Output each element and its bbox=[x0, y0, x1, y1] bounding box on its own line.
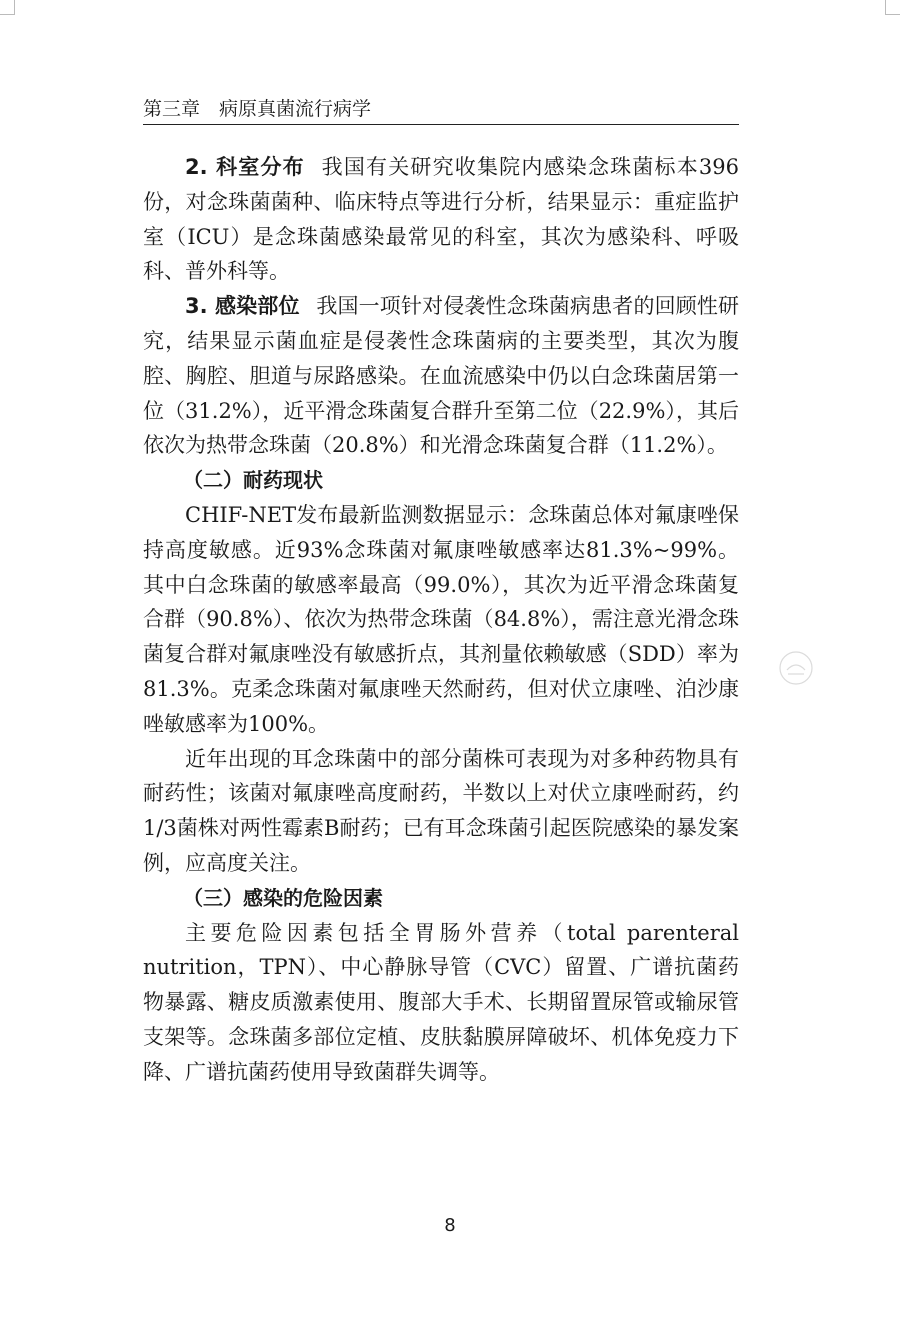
section-lead-department: 2. 科室分布 bbox=[185, 155, 305, 179]
publisher-watermark-icon bbox=[778, 650, 814, 686]
section-heading-risk-factors: （三）感染的危险因素 bbox=[183, 885, 383, 910]
paragraph-department-distribution bbox=[143, 150, 739, 289]
paragraph-resistance-1: CHIF-NET发布最新监测数据显示：念珠菌总体对氟康唑保持高度敏感。近93%念珠菌对氟康唑敏感率达81.3%~99%。其中白念珠菌的敏感率最高（99.0%），其次为近平滑念珠菌复合群（90.8%）、依次为热带念珠菌（84.8%），需注意光滑念珠菌复合群对氟康唑没有敏感折点，其剂量依赖敏感（SDD）率为81.3%。克柔念珠菌对氟康唑天然耐药，但对伏立康唑、泊沙康唑敏感率为100%。 bbox=[143, 502, 739, 736]
paragraph-resistance-2: 近年出现的耳念珠菌中的部分菌株可表现为对多种药物具有耐药性；该菌对氟康唑高度耐药，半数以上对伏立康唑耐药，约1/3菌株对两性霉素B耐药；已有耳念珠菌引起医院感染的暴发案例，应高度关注。 bbox=[143, 746, 739, 875]
chapter-header: 第三章 病原真菌流行病学 bbox=[143, 98, 372, 120]
paragraph-risk-factors: 主要危险因素包括全胃肠外营养（total parenteral nutrition，TPN）、中心静脉导管（CVC）留置、广谱抗菌药物暴露、糖皮质激素使用、腹部大手术、长期留置尿管或输尿管支架等。念珠菌多部位定植、皮肤黏膜屏障破坏、机体免疫力下降、广谱抗菌药使用导致菌群失调等。 bbox=[143, 920, 739, 1084]
crop-mark-top-right bbox=[885, 0, 900, 15]
page-number: 8 bbox=[444, 1215, 456, 1236]
header-divider bbox=[143, 124, 739, 125]
paragraph-text: 我国一项针对侵袭性念珠菌病患者的回顾性研究，结果显示菌血症是侵袭性念珠菌病的主要类型，其次为腹腔、胸腔、胆道与尿路感染。在血流感染中仍以白念珠菌居第一位（31.2%），近平滑念珠菌复合群升至第二位（22.9%），其后依次为热带念珠菌（20.8%）和光滑念珠菌复合群（11.2%）。 bbox=[143, 294, 739, 458]
section-lead-infection-site: 3. 感染部位 bbox=[185, 294, 300, 319]
paragraph-infection-site bbox=[143, 289, 739, 463]
page-body bbox=[143, 150, 739, 1090]
crop-mark-top-left bbox=[0, 0, 15, 15]
section-heading-resistance: （二）耐药现状 bbox=[183, 468, 323, 493]
paragraph-text: 我国有关研究收集院内感染念珠菌标本396份，对念珠菌菌种、临床特点等进行分析，结果显示：重症监护室（ICU）是念珠菌感染最常见的科室，其次为感染科、呼吸科、普外科等。 bbox=[143, 155, 739, 284]
